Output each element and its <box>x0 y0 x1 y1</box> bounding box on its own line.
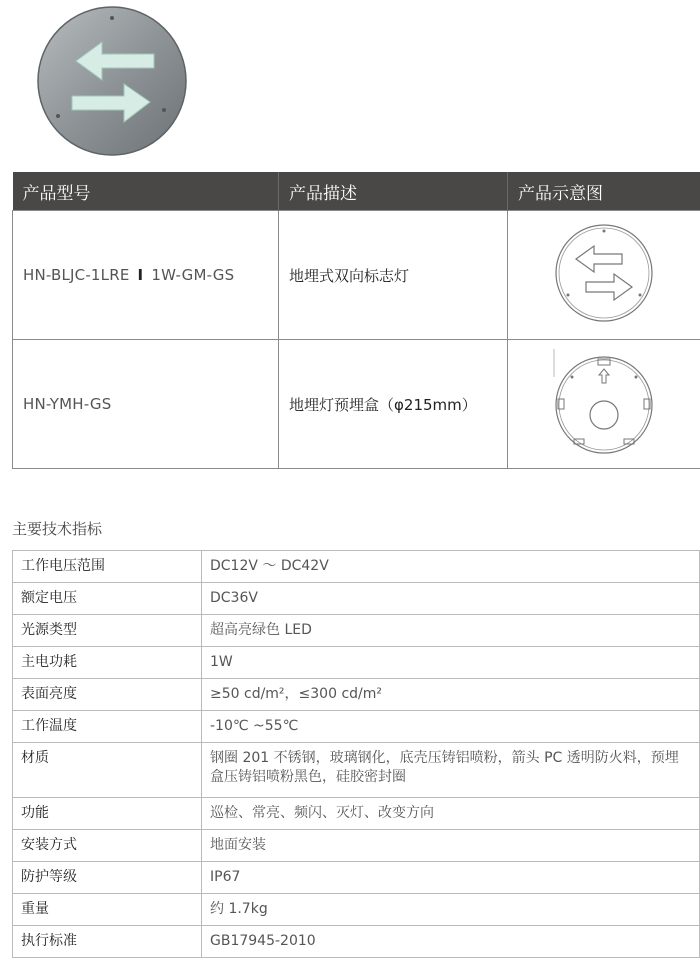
table-row <box>13 798 700 830</box>
model-cell: HN-YMH-GS <box>13 340 279 469</box>
sign-diagram-icon <box>554 223 654 323</box>
table-row <box>13 583 700 615</box>
diagram-cell <box>508 340 700 469</box>
product-photo <box>36 6 188 156</box>
spec-value: 约 1.7kg <box>202 894 700 926</box>
spec-key: 重量 <box>13 894 202 926</box>
spec-key: 工作温度 <box>13 711 202 743</box>
spec-value: IP67 <box>202 862 700 894</box>
table-row <box>13 862 700 894</box>
spec-key: 光源类型 <box>13 615 202 647</box>
table-row <box>13 830 700 862</box>
spec-value: -10℃ ~55℃ <box>202 711 700 743</box>
table-row <box>13 211 700 340</box>
spec-table <box>12 550 700 958</box>
spec-key: 防护等级 <box>13 862 202 894</box>
spec-value: GB17945-2010 <box>202 926 700 958</box>
spec-value: 钢圈 201 不锈钢，玻璃钢化，底壳压铸铝喷粉，箭头 PC 透明防火料，预埋盒压铸铝喷粉黑色，硅胶密封圈 <box>202 743 700 798</box>
section-title: 主要技术指标 <box>12 520 103 538</box>
header-model: 产品型号 <box>13 172 279 211</box>
description-cell: 地埋式双向标志灯 <box>279 211 508 340</box>
table-row <box>13 711 700 743</box>
diagram-cell <box>508 211 700 340</box>
table-row <box>13 615 700 647</box>
spec-key: 材质 <box>13 743 202 798</box>
table-row <box>13 894 700 926</box>
spec-key: 额定电压 <box>13 583 202 615</box>
spec-value: DC36V <box>202 583 700 615</box>
spec-value: 巡检、常亮、频闪、灭灯、改变方向 <box>202 798 700 830</box>
spec-value: ≥50 cd/m²，≤300 cd/m² <box>202 679 700 711</box>
spec-value: 超高亮绿色 LED <box>202 615 700 647</box>
table-row <box>13 340 700 469</box>
table-row <box>13 679 700 711</box>
model-separator: I <box>137 266 144 284</box>
embedded-box-diagram-icon <box>552 347 656 457</box>
spec-key: 安装方式 <box>13 830 202 862</box>
table-row <box>13 926 700 958</box>
product-table-header <box>13 172 700 211</box>
product-table <box>12 172 700 469</box>
spec-key: 表面亮度 <box>13 679 202 711</box>
spec-key: 执行标准 <box>13 926 202 958</box>
header-diagram: 产品示意图 <box>508 172 700 211</box>
model-part2: 1W-GM-GS <box>151 266 235 284</box>
table-row <box>13 551 700 583</box>
model-cell <box>13 211 279 340</box>
table-row <box>13 647 700 679</box>
model-part1: HN-BLJC-1LRE <box>23 266 130 284</box>
spec-key: 工作电压范围 <box>13 551 202 583</box>
spec-key: 主电功耗 <box>13 647 202 679</box>
description-cell: 地埋灯预埋盒（φ215mm） <box>279 340 508 469</box>
spec-table-body <box>13 551 700 958</box>
spec-key: 功能 <box>13 798 202 830</box>
spec-value: 地面安装 <box>202 830 700 862</box>
spec-value: 1W <box>202 647 700 679</box>
table-row <box>13 743 700 798</box>
spec-value: DC12V ～ DC42V <box>202 551 700 583</box>
header-description: 产品描述 <box>279 172 508 211</box>
